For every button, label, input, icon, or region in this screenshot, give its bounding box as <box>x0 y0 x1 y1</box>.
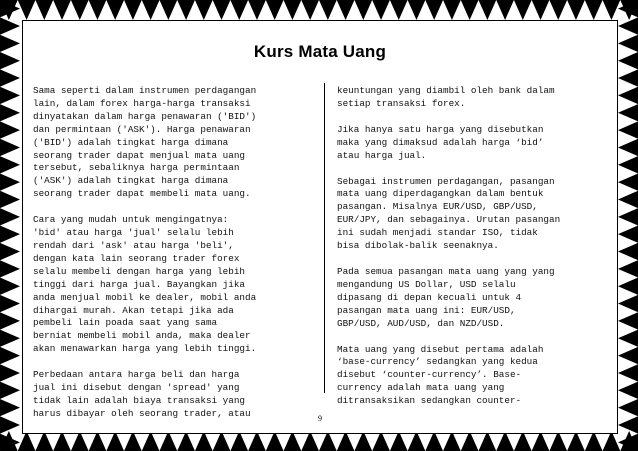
border-triangle <box>0 416 20 433</box>
border-triangle <box>532 0 550 20</box>
border-triangle <box>0 139 20 156</box>
border-triangle <box>0 52 20 69</box>
border-triangle <box>0 156 20 173</box>
border-triangle <box>0 347 20 364</box>
page-title: Kurs Mata Uang <box>253 42 387 61</box>
border-triangle <box>337 431 355 451</box>
border-triangle <box>177 0 195 20</box>
document-page <box>22 20 618 434</box>
border-triangle <box>301 431 319 451</box>
border-triangle <box>0 364 20 381</box>
column-divider <box>324 83 325 393</box>
border-triangle <box>618 156 638 173</box>
border-triangle <box>461 431 479 451</box>
border-triangle <box>354 0 372 20</box>
border-triangle <box>0 278 20 295</box>
border-triangle <box>124 0 142 20</box>
border-triangle <box>618 226 638 243</box>
border-triangle <box>213 0 231 20</box>
paragraph-bank-profit: keuntungan yang diambil oleh bank dalam setiap transaksi forex. <box>337 85 555 109</box>
border-triangle <box>89 0 107 20</box>
border-triangle <box>18 0 36 20</box>
border-triangle <box>567 431 585 451</box>
border-triangle <box>496 431 514 451</box>
border-triangle <box>35 0 53 20</box>
border-triangle <box>0 208 20 225</box>
border-triangle <box>618 382 638 399</box>
border-triangle <box>618 208 638 225</box>
border-triangle <box>603 0 621 20</box>
border-triangle <box>18 431 36 451</box>
paragraph-currency-pairs: Sebagai instrumen perdagangan, pasangan mata uang diperdagangkan dalam bentuk pasangan. Misalnya EUR/USD, GBP/USD, EUR/JPY, dan sebagainya. Urutan pasangan ini sudah menjadi standar ISO, tidak bisa dibolak-balik seenaknya. <box>337 175 561 252</box>
border-triangle <box>390 0 408 20</box>
border-triangle <box>0 312 20 329</box>
border-triangle <box>319 0 337 20</box>
paragraph-single-price: Jika hanya satu harga yang disebutkan maka yang dimaksud adalah harga ‘bid’ atau harga jual. <box>337 123 544 161</box>
border-triangle <box>618 347 638 364</box>
paragraph-bid-ask: Sama seperti dalam instrumen perdagangan lain, dalam forex harga-harga transaksi dinyatakan dalam harga penawaran ('BID') dan permintaan ('ASK'). Harga penawaran ('BID') adalah tingkat harga dimana seorang trader dapat menjual mata uang tersebut, sebaliknya harga permintaan ('ASK') adalah tingkat harga dimana seorang trader dapat membeli mata uang. <box>33 85 257 200</box>
border-triangle <box>142 431 160 451</box>
border-triangle <box>532 431 550 451</box>
border-triangle <box>106 0 124 20</box>
border-triangle <box>337 0 355 20</box>
border-triangle <box>618 121 638 138</box>
border-triangle <box>443 0 461 20</box>
border-triangle <box>390 431 408 451</box>
border-triangle <box>284 0 302 20</box>
paragraph-remember: Cara yang mudah untuk mengingatnya: 'bid' atau harga 'jual' selalu lebih rendah dari 'ask' atau harga 'beli', dengan kata lain seorang trader forex selalu membeli dengan harga yang lebih tinggi dari harga jual. Bayangkan jika anda menjual mobil ke dealer, mobil anda dihargai murah. Akan tetapi jika ada pembeli lain poada saat yang sama berniat membeli mobil anda, maka dealer akan menawarkan harga yang lebih tinggi. <box>33 214 257 355</box>
border-triangle <box>618 278 638 295</box>
border-triangle <box>160 431 178 451</box>
border-triangle <box>71 431 89 451</box>
border-triangle <box>618 52 638 69</box>
border-triangle <box>0 243 20 260</box>
border-triangle <box>549 0 567 20</box>
border-triangle <box>372 431 390 451</box>
border-triangle <box>496 0 514 20</box>
border-triangle <box>284 431 302 451</box>
border-triangle <box>124 431 142 451</box>
border-triangle <box>266 431 284 451</box>
border-triangle <box>177 431 195 451</box>
border-triangle <box>0 330 20 347</box>
border-triangle <box>461 0 479 20</box>
left-column <box>33 85 313 434</box>
border-triangle <box>567 0 585 20</box>
border-triangle <box>618 104 638 121</box>
border-triangle <box>618 17 638 34</box>
border-triangle <box>618 191 638 208</box>
border-triangle <box>618 260 638 277</box>
paragraph-base-currency: Mata uang yang disebut pertama adalah ‘base-currency’ sedangkan yang kedua disebut ‘counter-currency’. Base- currency adalah mata uang yang ditransaksikan sedangkan counter- <box>337 343 544 407</box>
border-triangle <box>266 0 284 20</box>
border-triangle <box>443 431 461 451</box>
border-triangle <box>408 431 426 451</box>
border-triangle <box>354 431 372 451</box>
border-triangle <box>618 35 638 52</box>
border-triangle <box>0 191 20 208</box>
border-triangle <box>230 0 248 20</box>
border-triangle <box>372 0 390 20</box>
border-triangle <box>106 431 124 451</box>
border-triangle <box>0 87 20 104</box>
border-triangle <box>319 431 337 451</box>
border-triangle <box>0 17 20 34</box>
border-triangle <box>618 364 638 381</box>
border-triangle <box>479 0 497 20</box>
border-triangle <box>618 295 638 312</box>
border-triangle <box>0 69 20 86</box>
border-triangle <box>514 431 532 451</box>
border-triangle <box>53 0 71 20</box>
border-triangle <box>0 121 20 138</box>
border-triangle <box>618 243 638 260</box>
border-triangle <box>195 0 213 20</box>
border-triangle <box>142 0 160 20</box>
border-triangle <box>248 431 266 451</box>
border-triangle <box>0 226 20 243</box>
right-column <box>337 85 599 421</box>
border-triangle <box>213 431 231 451</box>
border-triangle <box>618 416 638 433</box>
border-triangle <box>408 0 426 20</box>
border-triangle <box>89 431 107 451</box>
border-triangle <box>53 431 71 451</box>
border-triangle <box>479 431 497 451</box>
border-triangle <box>35 431 53 451</box>
page-number: 9 <box>318 414 322 423</box>
border-triangle <box>425 0 443 20</box>
border-triangle <box>0 173 20 190</box>
border-triangle <box>195 431 213 451</box>
paragraph-spread: Perbedaan antara harga beli dan harga jual ini disebut dengan 'spread' yang tidak lain adalah biaya transaksi yang harus dibayar oleh seorang trader, atau <box>33 369 251 419</box>
border-triangle <box>0 260 20 277</box>
border-triangle <box>160 0 178 20</box>
border-triangle <box>618 330 638 347</box>
border-triangle <box>425 431 443 451</box>
border-triangle <box>618 173 638 190</box>
border-triangle <box>0 104 20 121</box>
border-triangle <box>0 295 20 312</box>
border-triangle <box>618 312 638 329</box>
border-triangle <box>585 431 603 451</box>
border-triangle <box>618 139 638 156</box>
border-triangle <box>230 431 248 451</box>
border-triangle <box>71 0 89 20</box>
border-triangle <box>618 69 638 86</box>
border-triangle <box>301 0 319 20</box>
paragraph-usd-pairs: Pada semua pasangan mata uang yang yang mengandung US Dollar, USD selalu dipasang di depan kecuali untuk 4 pasangan mata uang ini: EUR/USD, GBP/USD, AUD/USD, dan NZD/USD. <box>337 265 555 329</box>
border-triangle <box>514 0 532 20</box>
border-triangle <box>248 0 266 20</box>
border-triangle <box>0 382 20 399</box>
border-triangle <box>618 87 638 104</box>
border-triangle <box>549 431 567 451</box>
border-triangle <box>603 431 621 451</box>
border-triangle <box>585 0 603 20</box>
border-triangle <box>618 399 638 416</box>
border-triangle <box>0 35 20 52</box>
border-triangle <box>0 399 20 416</box>
